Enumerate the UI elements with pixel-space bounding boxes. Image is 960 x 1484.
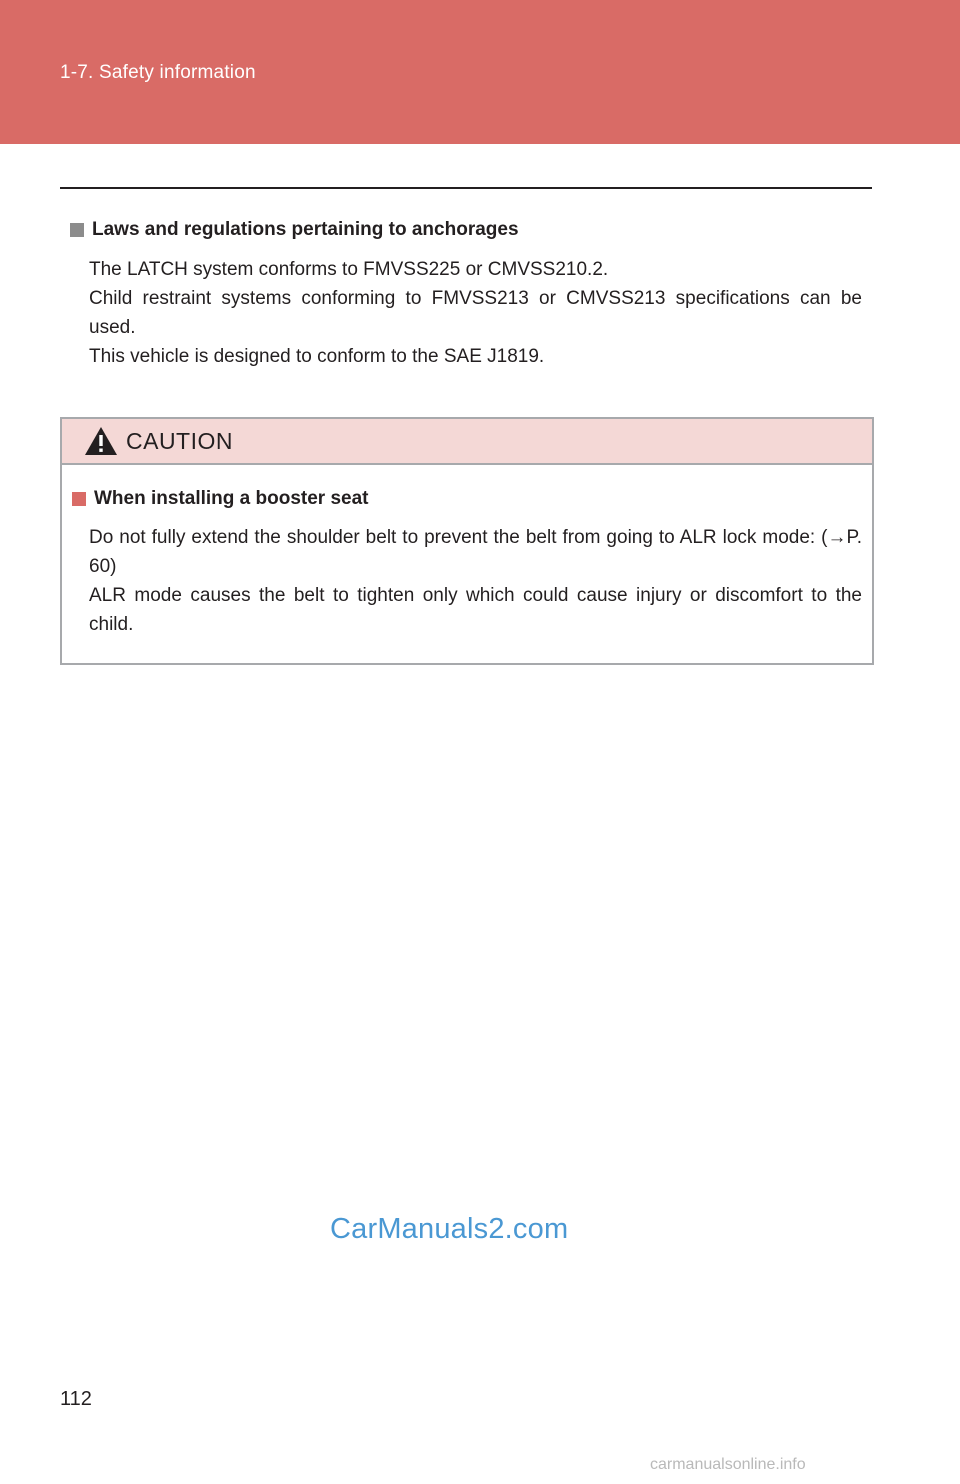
paragraph: Child restraint systems conforming to FMVSS213 or CMVSS213 specifications can be used. bbox=[89, 288, 862, 338]
anchorage-regulations-section bbox=[60, 216, 872, 371]
paragraph: The LATCH system conforms to FMVSS225 or CMVSS210.2. bbox=[89, 259, 609, 280]
subsection-heading-text: Laws and regulations pertaining to anchorages bbox=[92, 219, 519, 240]
caution-heading bbox=[62, 485, 872, 513]
caution-header bbox=[62, 419, 872, 465]
footer-source: carmanualsonline.info bbox=[650, 1456, 806, 1473]
subsection-body bbox=[89, 255, 862, 371]
page-number: 112 bbox=[60, 1388, 92, 1410]
paragraph: ALR mode causes the belt to tighten only which could cause injury or discomfort to the child. bbox=[89, 585, 862, 635]
caution-heading-text: When installing a booster seat bbox=[94, 488, 369, 509]
paragraph: This vehicle is designed to conform to the SAE J1819. bbox=[89, 346, 545, 367]
watermark: CarManuals2.com bbox=[330, 1213, 569, 1245]
caution-body bbox=[62, 465, 872, 639]
caution-text bbox=[89, 523, 862, 639]
section-title: 1-7. Safety information bbox=[60, 62, 256, 83]
caution-label: CAUTION bbox=[126, 427, 233, 454]
caution-box bbox=[60, 417, 874, 665]
square-bullet-icon bbox=[70, 223, 84, 237]
warning-triangle-icon bbox=[84, 426, 118, 456]
subsection-heading bbox=[60, 216, 872, 244]
square-bullet-icon bbox=[72, 492, 86, 506]
section-divider bbox=[60, 187, 872, 189]
header-band bbox=[0, 0, 960, 144]
paragraph: Do not fully extend the shoulder belt to prevent the belt from going to ALR lock mode: (→P. 60) bbox=[89, 527, 862, 577]
